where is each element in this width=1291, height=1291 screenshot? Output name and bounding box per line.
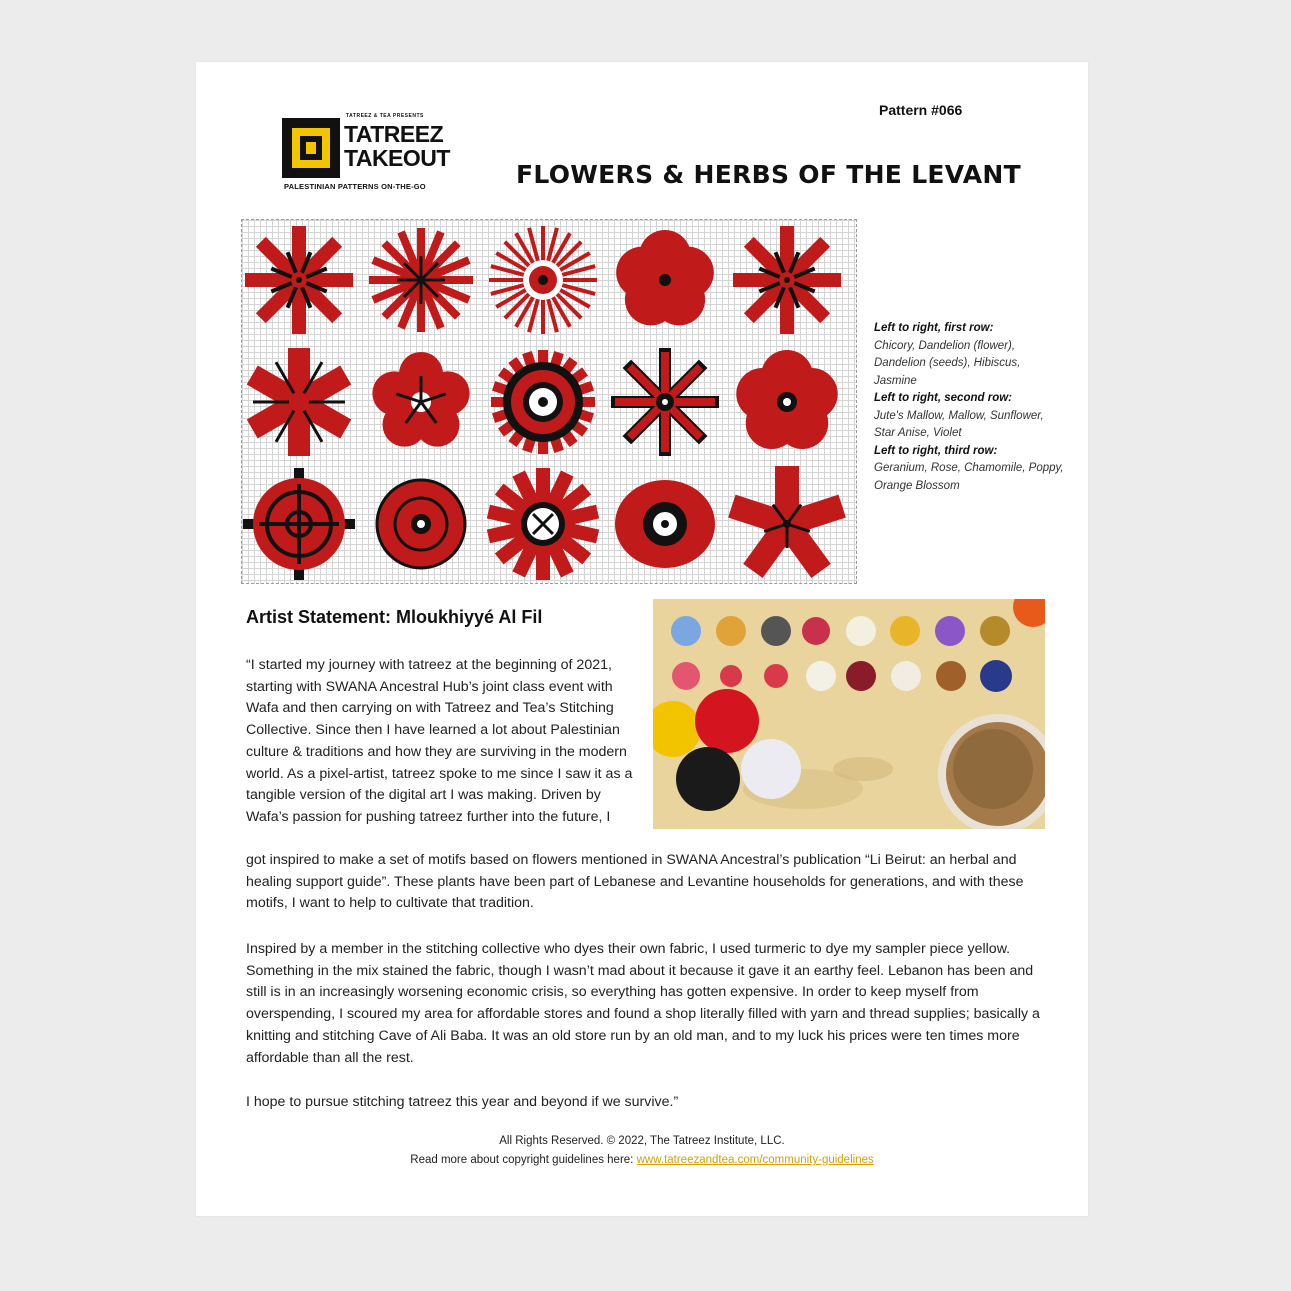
guidelines-text: Read more about copyright guidelines here:: [410, 1154, 634, 1166]
footer: [196, 1132, 1088, 1170]
motif-r2-c2: [372, 352, 469, 447]
motif-r3-c5: [728, 466, 846, 578]
page-title: FLOWERS & HERBS OF THE LEVANT: [516, 160, 1021, 189]
motif-r3-c2: [377, 480, 465, 568]
motif-r3-c4: [615, 480, 715, 568]
motif-r2-c4: [611, 348, 719, 456]
logo-title-line2: TAKEOUT: [344, 145, 450, 171]
motif-legend: [874, 320, 1064, 495]
sampler-photo-illustration: [653, 599, 1045, 829]
motif-r1-c4: [616, 230, 714, 325]
motif-r3-c1: [243, 468, 355, 580]
statement-paragraph-1b: got inspired to make a set of motifs based on flowers mentioned in SWANA Ancestral’s publication “Li Beirut: an herbal and healing support guide”. These plants have been part of Lebanese and Levantine households for generations, and with these motifs, I want to help to cultivate that tradition.: [246, 852, 1024, 912]
logo-title: [344, 122, 450, 170]
logo-title-line1: TATREEZ: [344, 121, 444, 147]
legend-row3-heading: Left to right, third row:: [874, 444, 998, 457]
statement-paragraph-2: Inspired by a member in the stitching collective who dyes their own fabric, I used turmeric to dye my sampler piece yellow. Something in the mix stained the fabric, though I wasn’t mad about it because it gave it an earthy feel. Lebanon has been and still is in an increasingly worsening economic crisis, so everything has gotten expensive. In order to keep myself from overspending, I scoured my area for affordable stores and found a shop literally filled with yarn and thread supplies; basically a knitting and stitching Cave of Ali Baba. It was an old store run by an old man, and to my luck his prices were ten times more affordable than all the rest.: [246, 941, 1040, 1066]
tatreez-takeout-logo: [282, 114, 452, 194]
legend-row1-names: Chicory, Dandelion (flower), Dandelion (seeds), Hibiscus, Jasmine: [874, 339, 1021, 387]
motif-r2-c5: [736, 350, 837, 449]
statement-paragraph-3: I hope to pursue stitching tatreez this year and beyond if we survive.”: [246, 1094, 679, 1110]
legend-row2-heading: Left to right, second row:: [874, 392, 1012, 404]
pattern-sheet: [196, 62, 1088, 1216]
statement-paragraph-1a: “I started my journey with tatreez at the beginning of 2021, starting with SWANA Ancestral Hub’s joint class event with Wafa and then carrying on with Tatreez and Tea’s Stitching Collective. Since then I have learned a lot about Palestinian culture & traditions and how they are surviving in the modern world. As a pixel-artist, tatreez spoke to me since I saw it as a tangible version of the digital art I was making. Driven by Wafa’s passion for pushing tatreez further into the future, I: [246, 657, 633, 825]
motif-chart: [242, 220, 858, 585]
motif-chart-grid: [241, 219, 857, 584]
logo-subtitle: PALESTINIAN PATTERNS ON-THE-GO: [284, 182, 426, 191]
motif-r1-c3: [489, 226, 597, 334]
legend-row2-names: Jute's Mallow, Mallow, Sunflower, Star Anise, Violet: [874, 409, 1044, 439]
logo-badge-icon: [282, 118, 340, 178]
motif-r1-c1: [245, 226, 353, 334]
motif-r1-c2: [369, 228, 473, 332]
embroidery-sampler-photo: [653, 599, 1045, 829]
community-guidelines-link[interactable]: www.tatreezandtea.com/community-guidelines: [636, 1154, 874, 1166]
pattern-number: Pattern #066: [879, 102, 963, 118]
logo-presents: TATREEZ & TEA PRESENTS: [346, 113, 424, 119]
legend-row3-names: Geranium, Rose, Chamomile, Poppy, Orange Blossom: [874, 462, 1064, 492]
motif-r2-c1: [247, 348, 352, 456]
motif-r2-c3: [491, 350, 595, 454]
copyright-text: All Rights Reserved. © 2022, The Tatreez Institute, LLC.: [499, 1135, 785, 1147]
motif-r1-c5: [733, 226, 841, 334]
legend-row1-heading: Left to right, first row:: [874, 322, 994, 334]
artist-statement-heading: Artist Statement: Mloukhiyyé Al Fil: [246, 607, 543, 627]
motif-r3-c3: [487, 468, 599, 580]
guidelines-line: [196, 1151, 1088, 1170]
